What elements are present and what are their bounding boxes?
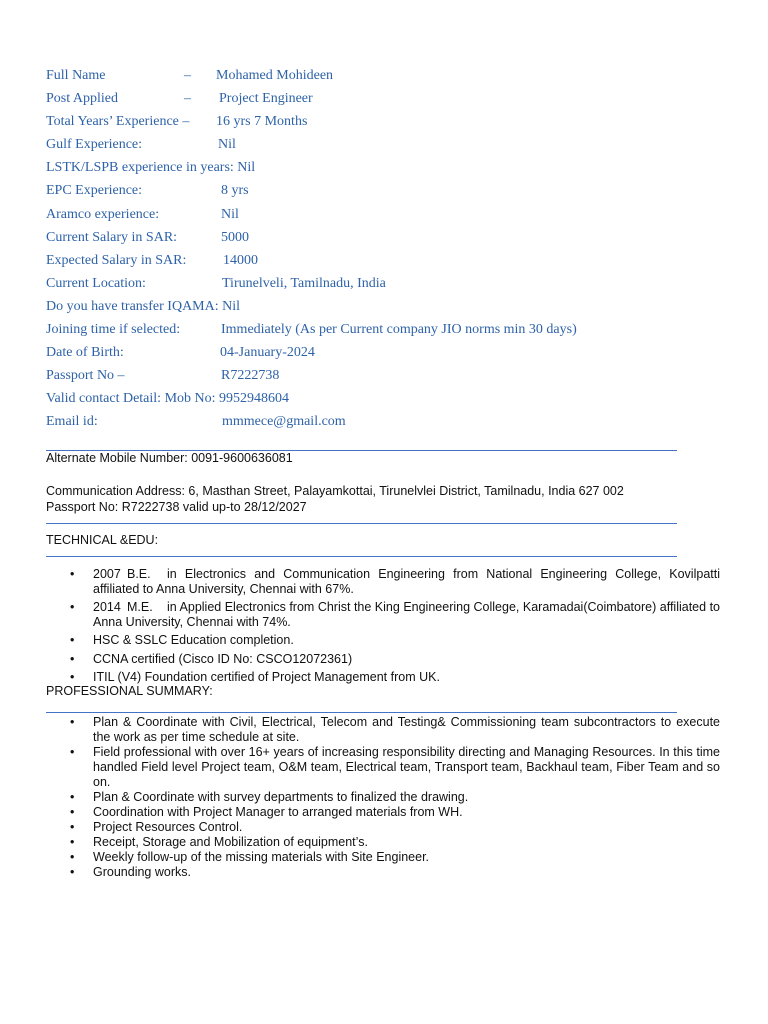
info-row <box>46 321 726 344</box>
summary-item <box>46 745 720 790</box>
info-label: Do you have transfer IQAMA: Nil <box>46 298 241 314</box>
info-label: Joining time if selected: <box>46 322 181 338</box>
summary-text: Coordination with Project Manager to arranged materials from WH. <box>93 805 463 819</box>
bullet-icon: • <box>70 600 75 615</box>
info-label: Date of Birth: <box>46 345 124 361</box>
info-value: 8 yrs <box>221 183 249 199</box>
communication-address: Communication Address: 6, Masthan Street, Palayamkottai, Tirunelvlei District, Tamilnadu, India 627 002 <box>46 484 624 498</box>
info-label: Aramco experience: <box>46 206 160 222</box>
info-row <box>46 113 726 136</box>
info-label: Gulf Experience: <box>46 137 143 153</box>
summary-text: Project Resources Control. <box>93 820 243 834</box>
education-degree: M.E. <box>127 600 153 615</box>
info-label: Full Name <box>46 68 106 83</box>
info-label: LSTK/LSPB experience in years: Nil <box>46 160 256 176</box>
info-row <box>46 344 726 367</box>
info-value: mmmece@gmail.com <box>222 414 346 430</box>
info-label: EPC Experience: <box>46 183 143 199</box>
professional-summary-list <box>46 715 720 880</box>
section-divider <box>46 712 677 713</box>
professional-heading: PROFESSIONAL SUMMARY: <box>46 684 213 698</box>
summary-text: Plan & Coordinate with survey departments to finalized the drawing. <box>93 790 469 804</box>
info-separator: – <box>184 91 191 107</box>
bullet-icon: • <box>70 865 75 879</box>
education-item <box>46 600 720 630</box>
technical-heading: TECHNICAL &EDU: <box>46 533 159 547</box>
bullet-icon: • <box>70 805 75 819</box>
info-row <box>46 229 726 252</box>
bullet-icon: • <box>70 820 75 834</box>
info-row <box>46 367 726 390</box>
info-value: Mohamed Mohideen <box>216 68 334 83</box>
info-label: Total Years’ Experience – <box>46 114 190 130</box>
info-row <box>46 67 726 90</box>
info-row <box>46 252 726 275</box>
education-degree: B.E. <box>127 567 151 581</box>
education-text: CCNA certified (Cisco ID No: CSCO12072361) <box>93 651 353 666</box>
education-text: in Electronics and Communication Engineering from National Engineering College, Kovilpatti affiliated to Anna University, Chennai with 67%. <box>93 567 720 596</box>
info-value: 14000 <box>223 252 258 268</box>
education-item <box>46 567 720 597</box>
bullet-icon: • <box>70 745 75 759</box>
summary-item <box>46 820 720 835</box>
passport-validity: Passport No: R7222738 valid up-to 28/12/2027 <box>46 500 307 514</box>
info-label: Current Location: <box>46 275 146 291</box>
summary-text: Grounding works. <box>93 865 191 879</box>
info-value: 5000 <box>221 229 249 245</box>
info-row <box>46 298 726 321</box>
summary-item <box>46 835 720 850</box>
education-item <box>46 633 720 648</box>
bullet-icon: • <box>70 567 75 581</box>
info-row <box>46 275 726 298</box>
summary-text: Receipt, Storage and Mobilization of equipment’s. <box>93 835 368 849</box>
info-row <box>46 182 726 205</box>
info-value: Tirunelveli, Tamilnadu, India <box>222 275 386 291</box>
info-row <box>46 136 726 159</box>
summary-item <box>46 805 720 820</box>
info-value: Nil <box>218 137 236 153</box>
bullet-icon: • <box>70 790 75 804</box>
bullet-icon: • <box>70 715 75 729</box>
info-label: Post Applied <box>46 91 118 107</box>
info-row <box>46 413 726 436</box>
education-year: 2007 <box>93 567 121 581</box>
education-item <box>46 670 720 685</box>
education-text: ITIL (V4) Foundation certified of Project Management from UK. <box>93 669 440 684</box>
education-list <box>46 567 720 688</box>
info-value: Project Engineer <box>219 91 313 107</box>
section-divider <box>46 523 677 524</box>
info-separator: – <box>184 68 191 83</box>
summary-text: Weekly follow-up of the missing materials with Site Engineer. <box>93 850 430 864</box>
info-row <box>46 159 726 182</box>
bullet-icon: • <box>70 835 75 849</box>
summary-text: Field professional with over 16+ years of increasing responsibility directing and Managing Resources. In this time handled Field level Project team, O&M team, Electrical team, Transport team, Backhaul team, Fiber Team and so on. <box>93 745 720 789</box>
info-row <box>46 390 726 413</box>
summary-item <box>46 715 720 745</box>
info-value: Immediately (As per Current company JIO norms min 30 days) <box>221 322 577 338</box>
bullet-icon: • <box>70 651 75 666</box>
bullet-icon: • <box>70 669 75 684</box>
info-value: Nil <box>221 206 239 222</box>
info-label: Passport No – <box>46 368 125 384</box>
summary-item <box>46 865 720 880</box>
bullet-icon: • <box>70 633 75 648</box>
info-label: Current Salary in SAR: <box>46 229 178 245</box>
summary-text: Plan & Coordinate with Civil, Electrical, Telecom and Testing& Commissioning team subcontractors to execute the work as per time schedule at site. <box>93 715 720 744</box>
education-text: HSC & SSLC Education completion. <box>93 633 294 648</box>
alternate-mobile: Alternate Mobile Number: 0091-9600636081 <box>46 451 293 465</box>
personal-info-block <box>46 67 726 437</box>
info-label: Valid contact Detail: Mob No: 9952948604 <box>46 391 290 407</box>
education-item <box>46 652 720 667</box>
info-row <box>46 90 726 113</box>
info-label: Email id: <box>46 414 98 430</box>
info-value: R7222738 <box>221 368 280 384</box>
info-row <box>46 206 726 229</box>
summary-item <box>46 850 720 865</box>
info-label: Expected Salary in SAR: <box>46 252 187 268</box>
education-text: in Applied Electronics from Christ the King Engineering College, Karamadai(Coimbatore) affiliated to Anna University, Chennai with 74%. <box>93 600 720 630</box>
section-divider <box>46 556 677 557</box>
education-year: 2014 <box>93 600 121 615</box>
bullet-icon: • <box>70 850 75 864</box>
info-value: 04-January-2024 <box>220 345 315 361</box>
info-value: 16 yrs 7 Months <box>216 114 308 130</box>
summary-item <box>46 790 720 805</box>
